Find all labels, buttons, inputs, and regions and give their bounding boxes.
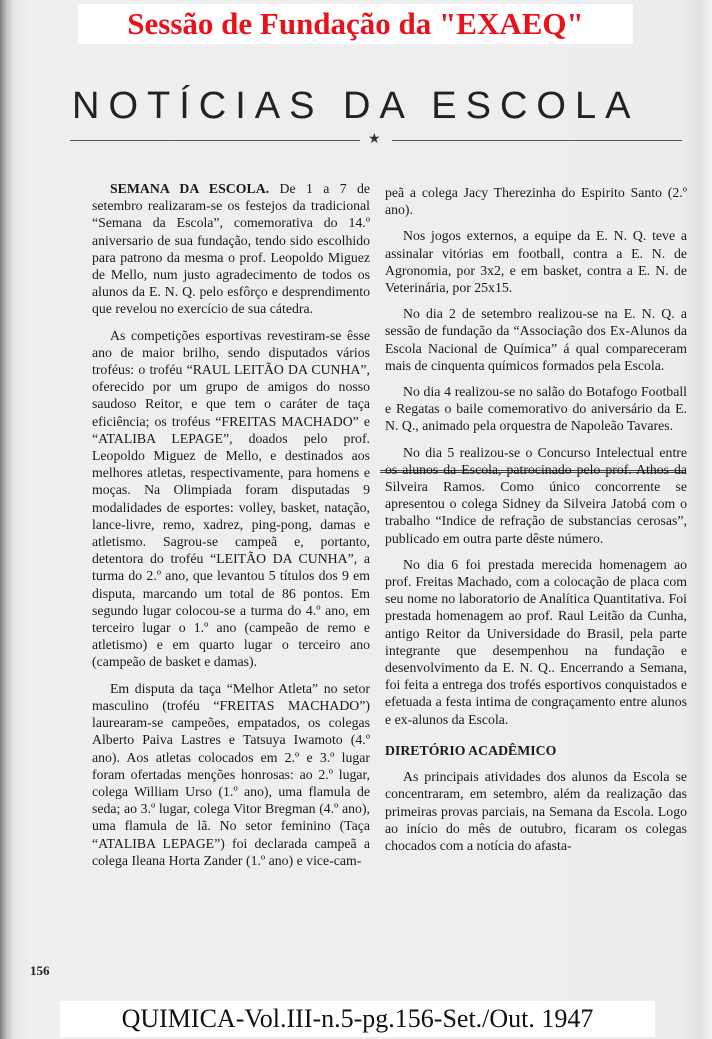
star-ornament-icon: ★ [368, 132, 381, 147]
paragraph-competicoes: As competições esportivas revestiram-se êsse ano de maior brilho, sendo disputados vários troféus: o troféu “RAUL LEITÃO DA CUNHA”, oferecido por um grupo de amigos do nosso saudoso Reitor, e que tem o caráter de taça eficiência; os troféus “FREITAS MACHADO” e “ATALIBA LEPAGE”, doados pelo prof. Leopoldo Miguez de Mello, e destinados aos melhores atletas, respectivamente, para homens e moças. Na Olimpiada foram disputadas 9 modalidades de esportes: volley, basket, natação, lance-livre, remo, xadrez, ping-pong, damas e atletismo. Sagrou-se campeã e, portanto, detentora do troféu “LEITÃO DA CUNHA”, a turma do 2.º ano, que levantou 5 títulos dos 9 em disputa, marcando um total de 86 pontos. Em segundo lugar colocou-se a turma do 4.º ano, em terceiro lugar o 1.º ano (campeão de remo e atletismo) e em quarto lugar o terceiro ano (campeão de basket e damas). [92, 327, 370, 670]
footer-citation: QUIMICA-Vol.III-n.5-pg.156-Set./Out. 1947 [60, 1001, 655, 1037]
section-headline: NOTÍCIAS DA ESCOLA [72, 85, 640, 127]
paragraph-melhor-atleta: Em disputa da taça “Melhor Atleta” no setor masculino (troféu “FREITAS MACHADO”) laurearam-se campeões, empatados, os colegas Alberto Paiva Lastres e Tatsuya Iwamoto (4.º ano). Aos atletas colocados em 2.º e 3.º lugar foram ofertadas menções honrosas: ao 2.º lugar, colega William Urso (1.º ano), uma flamula de seda; ao 3.º lugar, colega Vitor Bregman (4.º ano), uma flamula de lã. No setor feminino (Taça “ATALIBA LEPAGE”) foi declarada campeã a colega Ileana Horta Zander (1.º ano) e vice-cam- [92, 680, 370, 868]
headline-rule-right [392, 140, 682, 141]
paragraph-sessao-fundacao: No dia 2 de setembro realizou-se na E. N. Q. a sessão de fundação da “Associação dos Ex-Alunos da Escola Nacional de Química” á qual compareceram mais de cinquenta químicos formados pela Escola. [385, 306, 687, 373]
paragraph-baile: No dia 4 realizou-se no salão do Botafogo Football e Regatas o baile comemorativo do aniversário da E. N. Q., animado pela orquestra de Napoleão Tavares. [385, 384, 687, 434]
page-number: 156 [30, 963, 50, 978]
left-column [92, 180, 370, 878]
paragraph-text: De 1 a 7 de setembro realizaram-se os festejos da tradicional “Semana da Escola”, comemorativa do 14.º aniversario de sua fundação, tendo sido escolhido para patrono da mesma o prof. Leopoldo Miguez de Mello, num justo agradecimento de todos os alunos da E. N. Q. pelo esfôrço e desprendimento que revelou no exercício de sua cátedra. [92, 181, 370, 317]
paragraph-continuation: peã a colega Jacy Therezinha do Espirito Santo (2.º ano). [385, 185, 687, 218]
paragraph-semana [92, 180, 370, 318]
paragraph-concurso: No dia 5 realizou-se o Concurso Intelectual entre os alunos da Escola, patrocinado pelo prof. Athos da Silveira Ramos. Como único concorrente se apresentou o colega Sidney da Silveira Jatobá com o trabalho “Indice de refração de substancias cerosas”, publicado em outra parte dêste número. [385, 444, 687, 546]
paragraph-homenagem: No dia 6 foi prestada merecida homenagem ao prof. Freitas Machado, com a colocação de placa com seu nome no laboratorio de Analítica Quantitativa. Foi prestada homenagem ao prof. Raul Leitão da Cunha, antigo Reitor da Universidade do Brasil, pela parte integrante que desempenhou na fundação e desenvolvimento da E. N. Q.. Encerrando a Semana, foi feita a entrega dos trofés esportivos conquistados e efetuada a festa intima de congraçamento entre alunos e ex-alunos da Escola. [385, 556, 687, 727]
banner-title: Sessão de Fundação da "EXAEQ" [78, 4, 633, 44]
lead-title: SEMANA DA ESCOLA. [110, 181, 270, 196]
paragraph-atividades: As principais atividades dos alunos da Escola se concentraram, em setembro, além da realização das primeiras provas parciais, na Semana da Escola. Logo ao início do mês de outubro, ficaram os colegas chocados com a notícia do afasta- [385, 769, 687, 853]
section-heading-diretorio: DIRETÓRIO ACADÊMICO [385, 742, 557, 758]
right-column [385, 184, 687, 863]
paragraph-jogos: Nos jogos externos, a equipe da E. N. Q. teve a assinalar vitórias em football, contra a E. N. de Agronomia, por 3x2, e em basket, contra a E. N. de Veterinária, por 25x15. [385, 228, 687, 296]
headline-rule-left [70, 140, 360, 141]
